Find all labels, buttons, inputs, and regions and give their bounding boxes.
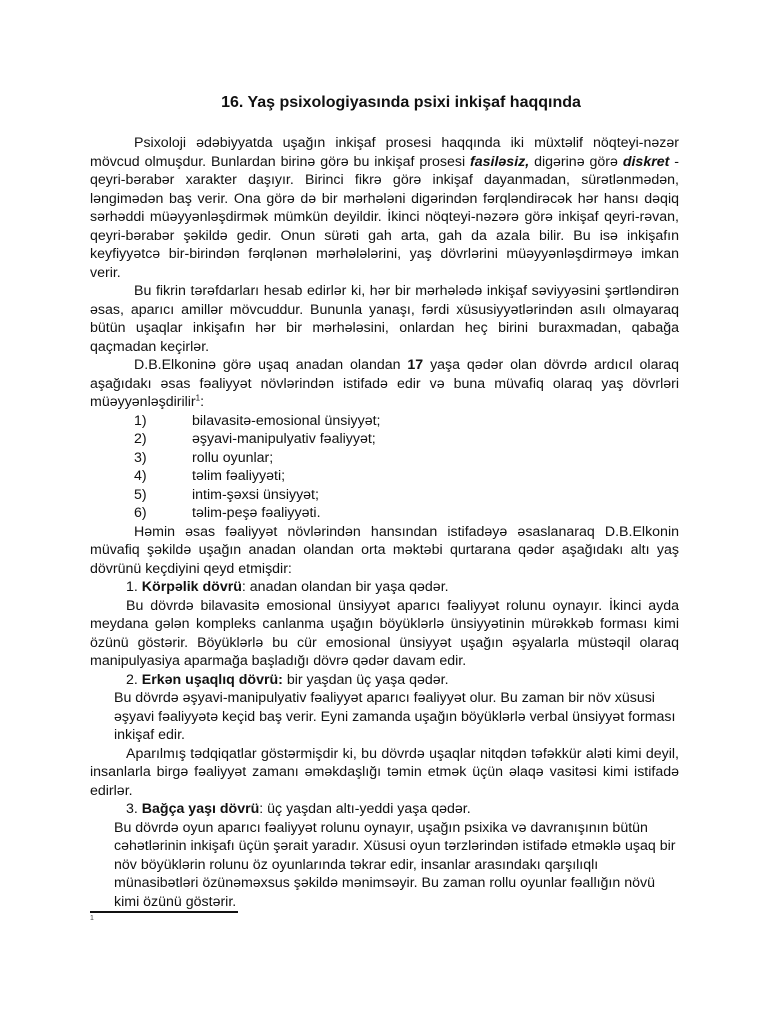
list-item bbox=[90, 430, 679, 449]
list-text: rollu oyunlar; bbox=[192, 449, 274, 466]
list-number: 5) bbox=[134, 486, 147, 503]
paragraph-preschool: Bu dövrdə oyun aparıcı fəaliyyət rolunu oynayır, uşağın psixika və davranışının bütün cəhətlərinin inkişafı üçün şərait yaradır. Xüsusi oyun tərzlərindən istifadə etməklə uşaq bir növ böyüklərin rolunu öz oyunlarında təkrar edir, insanlar arasındakı qarşılıqlı münasibətləri özünəməxsus şəkildə mənimsəyir. Bu zaman rollu oyunlar fəallığın növü kimi özünü göstərir. bbox=[114, 819, 676, 910]
section-number: 2. bbox=[126, 671, 142, 688]
text-run: : bbox=[200, 394, 205, 410]
age-seventeen: 17 bbox=[407, 357, 424, 373]
paragraph-supporters: Bu fikrin tərəfdarları hesab edirlər ki, hər bir mərhələdə inkişaf səviyyəsini şərtləndirən əsas, aparıcı amillər mövcuddur. Bununla yanaşı, fərdi xüsusiyyətlərindən asılı olmayaraq bütün uşaqlar inkişafın hər bir mərhələsini, onlardan heç birini buraxmadan, qabağa qaçmadan keçirlər. bbox=[90, 283, 679, 355]
text-run: Psixoloji ədəbiyyatda uşağın inkişaf prosesi haqqında iki müxtəlif nöqteyi-nəzər mövcud olmuşdur. Bunlardan birinə görə bu inkişaf prosesi bbox=[90, 135, 679, 170]
list-text: bilavasitə-emosional ünsiyyət; bbox=[192, 412, 381, 429]
list-text: təlim-peşə fəaliyyəti. bbox=[192, 505, 321, 521]
document-body bbox=[90, 134, 679, 911]
section-heading-infancy bbox=[90, 578, 679, 597]
list-item bbox=[90, 467, 679, 486]
text-run: D.B.Elkoninə görə uşaq anadan olandan bbox=[134, 357, 408, 373]
list-item bbox=[90, 486, 679, 505]
text-run: digərinə görə bbox=[529, 153, 623, 170]
list-number: 3) bbox=[134, 449, 147, 466]
list-item bbox=[90, 412, 679, 431]
list-text: təlim fəaliyyəti; bbox=[192, 468, 286, 484]
section-name: Körpəlik dövrü bbox=[141, 579, 242, 595]
list-item bbox=[90, 449, 679, 468]
list-item bbox=[90, 504, 679, 523]
paragraph-research: Aparılmış tədqiqatlar göstərmişdir ki, bu dövrdə uşaqlar nitqdən təfəkkür aləti kimi deyil, insanlarla birgə fəaliyyət zamanı əməkdaşlığı təmin etmək üçün əlaqə vasitəsi kimi istifadə edirlər. bbox=[90, 745, 679, 799]
list-number: 4) bbox=[134, 468, 147, 484]
footnote-separator bbox=[90, 911, 238, 913]
paragraph-six-periods: Həmin əsas fəaliyyət növlərindən hansından istifadəyə əsaslanaraq D.B.Elkonin müvafiq şəkildə uşağın anadan olandan orta məktəbi qurtarana qədər aşağıdakı altı yaş dövrünü keçdiyini qeyd etmişdir: bbox=[90, 523, 679, 577]
section-number: 3. bbox=[126, 801, 142, 817]
section-range: : üç yaşdan altı-yeddi yaşa qədər. bbox=[259, 801, 471, 817]
list-number: 6) bbox=[134, 505, 147, 521]
list-text: əşyavi-manipulyativ fəaliyyət; bbox=[192, 431, 376, 447]
list-number: 2) bbox=[134, 431, 147, 447]
paragraph-infancy: Bu dövrdə bilavasitə emosional ünsiyyət aparıcı fəaliyyət rolunu oynayır. İkinci ayda meydana gələn kompleks canlanma uşağın böyüklərlə ünsiyyətinin mürəkkəb forması kimi özünü göstərir. Böyüklərlə bu cür emosional ünsiyyət uşağın əşyalarla müstəqil olaraq manipulyasiya aparmağa başladığı dövrə qədər davam edir. bbox=[90, 597, 679, 669]
section-range: bir yaşdan üç yaşa qədər. bbox=[282, 671, 449, 688]
footnote-reference[interactable]: 1 bbox=[195, 393, 201, 403]
section-heading-preschool bbox=[90, 800, 679, 819]
section-heading-early-childhood bbox=[90, 671, 679, 690]
section-number: 1. bbox=[126, 579, 142, 595]
text-run: - qeyri-bərabər xarakter daşıyır. Birinci fikrə görə inkişaf dayanmadan, sürətlənmədən, ləngimədən baş verir. Ona görə də bir mərhələni digərindən fərqləndirəcək hər hansı dəqiq sərhəddi müəyyənləşdirmək mümkün deyildir. İkinci nöqteyi-nəzərə görə inkişaf qeyri-rəvan, qeyri-bərabər şəkildə gedir. Onun sürəti gah arta, gah da azala bilir. Bu isə inkişafın keyfiyyətcə bir-birindən fərqlənən mərhələlərini, yaş dövrlərini müəyyənləşdirməyə imkan verir. bbox=[90, 153, 680, 281]
list-number: 1) bbox=[134, 412, 147, 429]
paragraph-early-childhood: Bu dövrdə əşyavi-manipulyativ fəaliyyət aparıcı fəaliyyət olur. Bu zaman bir növ xüsusi əşyavi fəaliyyətə keçid baş verir. Eyni zamanda uşağın böyüklərlə verbal ünsiyyət forması inkişaf edir. bbox=[114, 690, 676, 743]
footnote-marker: 1 bbox=[90, 915, 94, 922]
section-range: : anadan olandan bir yaşa qədər. bbox=[241, 579, 449, 595]
text-run: yaşa qədər olan dövrdə ardıcıl olaraq aşağıdakı əsas fəaliyyət növlərindən istifadə edir və buna müvafiq olaraq yaş dövrləri müəyyənləşdirilir bbox=[90, 357, 679, 410]
term-diskret: diskret bbox=[622, 153, 670, 170]
section-name: Bağça yaşı dövrü bbox=[141, 801, 260, 817]
paragraph-elkonin bbox=[90, 356, 679, 412]
list-text: intim-şəxsi ünsiyyət; bbox=[192, 486, 319, 503]
page-title: 16. Yaş psixologiyasında psixi inkişaf haqqında bbox=[221, 94, 581, 111]
section-name: Erkən uşaqlıq dövrü: bbox=[141, 671, 283, 688]
paragraph-intro bbox=[90, 134, 679, 282]
activity-list bbox=[90, 412, 679, 523]
term-fasilesiz: fasiləsiz, bbox=[470, 153, 530, 170]
